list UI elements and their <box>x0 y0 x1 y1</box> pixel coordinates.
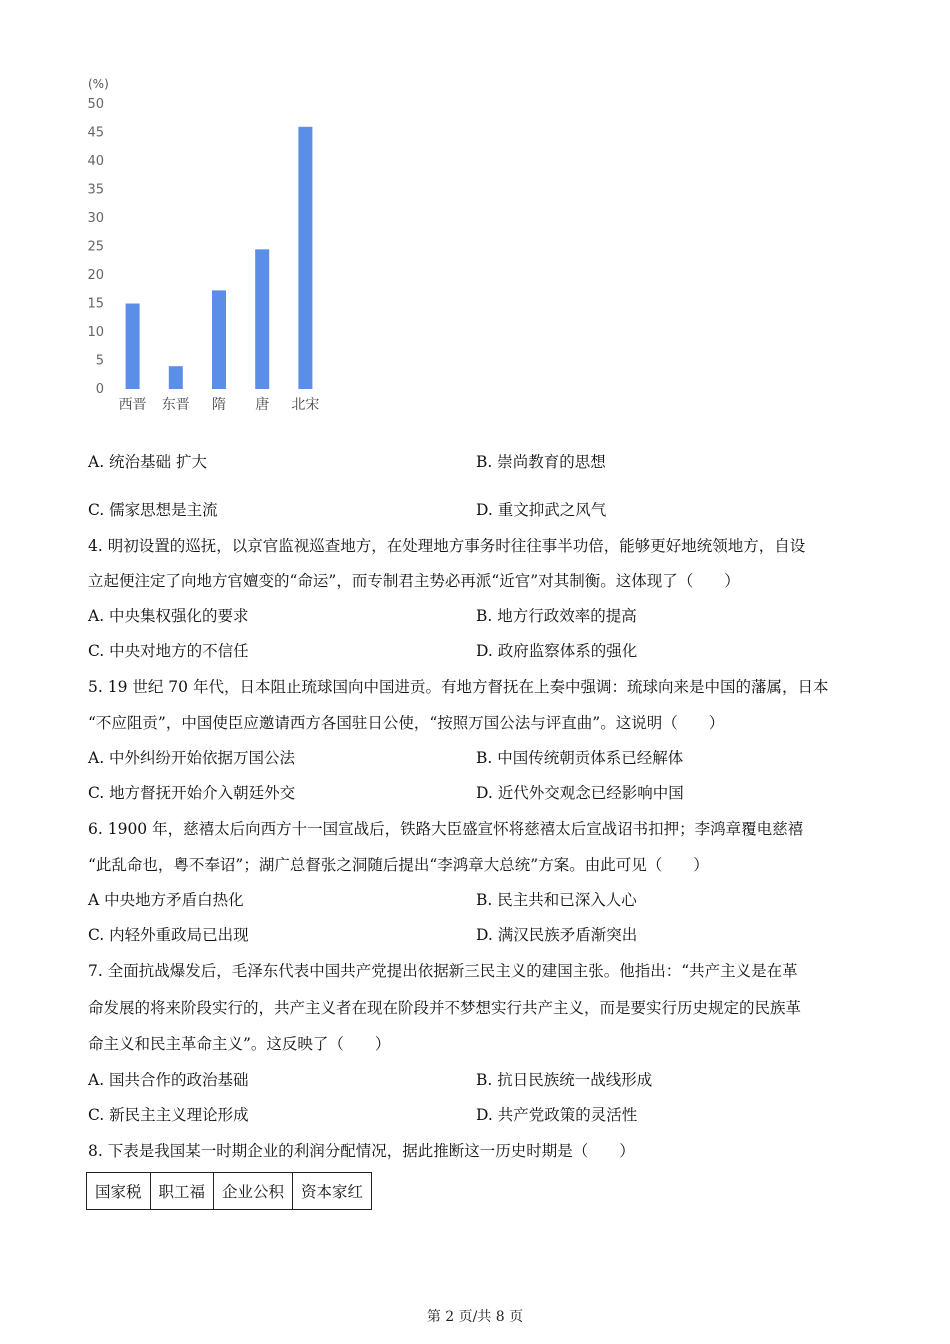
table-header-cell: 国家税 <box>87 1173 151 1210</box>
q4-stem-line-1: 4. 明初设置的巡抚，以京官监视巡查地方，在处理地方事务时往往事半功倍，能够更好地统领地方，自设 <box>88 537 806 555</box>
y-tick-label: 50 <box>87 97 104 112</box>
q6-option-b[interactable]: B. 民主共和已深入人心 <box>476 891 637 909</box>
q3-option-c[interactable]: C. 儒家思想是主流 <box>88 501 218 519</box>
q4-stem-line-2: 立起便注定了向地方官嬗变的“命运”，而专制君主势必再派“近官”对其制衡。这体现了（ ） <box>88 572 740 590</box>
table-header-cell: 职工福 <box>150 1173 214 1210</box>
q5-option-d[interactable]: D. 近代外交观念已经影响中国 <box>476 784 684 802</box>
q6-option-d[interactable]: D. 满汉民族矛盾渐突出 <box>476 926 638 944</box>
x-category-label: 东晋 <box>161 397 190 413</box>
y-tick-label: 15 <box>87 296 104 312</box>
y-tick-label: 25 <box>87 239 104 255</box>
q5-stem-line-1: 5. 19 世纪 70 年代，日本阻止琉球国向中国进贡。有地方督抚在上奏中强调：琉球向来是中国的藩属，日本 <box>88 678 829 696</box>
q7-stem-line-2: 命发展的将来阶段实行的，共产主义者在现在阶段并不梦想实行共产主义，而是要实行历史规定的民族革 <box>88 999 802 1017</box>
profit-distribution-table <box>86 1172 372 1210</box>
q6-option-a[interactable]: A 中央地方矛盾白热化 <box>88 891 244 909</box>
q6-option-c[interactable]: C. 内轻外重政局已出现 <box>88 926 249 944</box>
bar-北宋 <box>298 127 312 389</box>
chart-unit-label: (%) <box>88 77 109 91</box>
y-tick-label: 5 <box>95 353 104 369</box>
page-footer <box>0 1306 950 1326</box>
bar-chart <box>80 72 350 422</box>
q7-option-c[interactable]: C. 新民主主义理论形成 <box>88 1106 249 1124</box>
q7-option-a[interactable]: A. 国共合作的政治基础 <box>88 1071 249 1089</box>
q5-stem-line-2: “不应阻贡”，中国使臣应邀请西方各国驻日公使，“按照万国公法与评直曲”。这说明（ ） <box>88 714 725 732</box>
q6-stem-line-1: 6. 1900 年，慈禧太后向西方十一国宣战后，铁路大臣盛宣怀将慈禧太后宣战诏书扣押；李鸿章覆电慈禧 <box>88 820 804 838</box>
q3-option-a[interactable]: A. 统治基础 扩大 <box>88 453 207 471</box>
y-tick-label: 35 <box>87 182 104 198</box>
x-category-label: 北宋 <box>291 397 320 413</box>
y-tick-label: 0 <box>95 382 104 397</box>
y-tick-label: 30 <box>87 211 104 226</box>
bar-东晋 <box>169 366 183 389</box>
q4-option-c[interactable]: C. 中央对地方的不信任 <box>88 642 249 660</box>
page-number: 第 2 页/共 8 页 <box>426 1309 524 1325</box>
q3-option-d[interactable]: D. 重文抑武之风气 <box>476 501 607 519</box>
bar-隋 <box>212 290 226 389</box>
q5-option-c[interactable]: C. 地方督抚开始介入朝廷外交 <box>88 784 296 802</box>
q7-option-d[interactable]: D. 共产党政策的灵活性 <box>476 1106 638 1124</box>
y-tick-label: 45 <box>87 125 104 141</box>
y-tick-label: 40 <box>87 154 104 169</box>
y-tick-label: 10 <box>87 325 104 340</box>
q6-stem-line-2: “此乱命也，粤不奉诏”；湖广总督张之洞随后提出“李鸿章大总统”方案。由此可见（ ） <box>88 856 709 874</box>
y-tick-label: 20 <box>87 268 104 283</box>
q7-stem-line-3: 命主义和民主革命主义”。这反映了（ ） <box>88 1035 391 1053</box>
q4-option-a[interactable]: A. 中央集权强化的要求 <box>88 607 249 625</box>
q5-option-b[interactable]: B. 中国传统朝贡体系已经解体 <box>476 749 684 767</box>
x-category-label: 唐 <box>255 397 270 413</box>
bar-唐 <box>255 249 269 389</box>
q7-stem-line-1: 7. 全面抗战爆发后，毛泽东代表中国共产党提出依据新三民主义的建国主张。他指出：“共产主义是在革 <box>88 962 798 980</box>
table-header-cell: 企业公积 <box>214 1173 293 1210</box>
x-category-label: 隋 <box>212 397 226 413</box>
q4-option-b[interactable]: B. 地方行政效率的提高 <box>476 607 637 625</box>
q8-stem-line-1: 8. 下表是我国某一时期企业的利润分配情况，据此推断这一历史时期是（ ） <box>88 1142 635 1160</box>
table-header-cell: 资本家红 <box>293 1173 372 1210</box>
q5-option-a[interactable]: A. 中外纠纷开始依据万国公法 <box>88 749 296 767</box>
x-category-label: 西晋 <box>118 397 147 413</box>
bar-西晋 <box>126 304 140 390</box>
q3-option-b[interactable]: B. 崇尚教育的思想 <box>476 453 606 471</box>
table-row <box>87 1173 372 1210</box>
q4-option-d[interactable]: D. 政府监察体系的强化 <box>476 642 638 660</box>
q7-option-b[interactable]: B. 抗日民族统一战线形成 <box>476 1071 653 1089</box>
